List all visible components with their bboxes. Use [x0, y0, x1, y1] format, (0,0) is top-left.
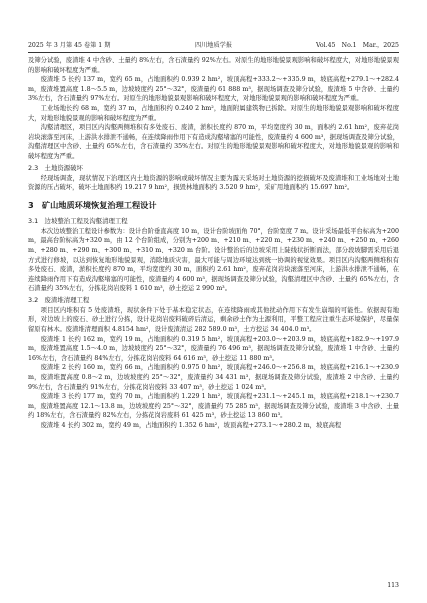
subsection-heading: 3.2 废渣堆清理工程	[28, 295, 90, 304]
paragraph: 废渣堆 4 长约 302 m，宽约 49 m，占地面积约 1.352 6 hm²，坡顶高程+273.1～+280.2 m，坡底高程	[40, 422, 342, 429]
paragraph: 本次边坡整治工程设计参数为：设计台阶垂直高度 10 m，设计台阶坡面角 70°，台阶宽度 7 m。设计采场最低平台标高为+200 m，最高台阶标高为+320 m，由 12 个台阶组成，分别为+200 m、+210 m、+220 m、+230 m、+240 m、+250 m、+260 m、+280 m、+290 m、+300 m、+310 m、+320 m 台阶。设计整治后的边坡采用上陡线状折断面法，部分段坡脚需采用后退方式进行修坡，以达到恢复地形地貌景观，消除地质灾害，最大可能与周边环境达到统一协调的视觉效果。项目区内沟壑两侧堆积有多处废石、废渣，淤积长度约 870 m，平均宽度约 30 m，面积约 2.61 hm²，废弃花岗岩块滚落至河床，上游洪水排泄不通畅，在连续降雨作用下有造成沟壑堵塞的可能性，废渣量约 4 600 m³，据现场调查及筛分试验，沟壑清理区中含砂、土量约 65%左右，含石渣量约 35%左右，分拣花岗岩废料 1 610 m³，砂土挖运 2 990 m³。	[28, 227, 399, 293]
paragraph: 沟壑清理区，项目区内沟壑两侧堆积有多处废石、废渣，淤积长度约 870 m，平均宽度约 30 m，面积约 2.61 hm²，废弃花岗岩块滚落至河床，上游洪水排泄不通畅，在连续降雨作用下有造成沟壑堵塞的可能性，废渣量约 4 600 m³，据现场调查及筛分试验，沟壑清理区中含砂、土量约 65%左右，含石渣量约 35%左右。对原生的地形地貌景观影响和破坏程度大，对地形地貌景观的影响和破坏程度为严重。	[28, 124, 399, 160]
page-number: 113	[387, 582, 399, 589]
subsection-heading: 3.1 边坡整治工程及沟壑清理工程	[28, 216, 128, 225]
paragraph: 及筛分试验，废渣堆 4 中含砂、土量约 8%左右，含石渣量约 92%左右。对原生的地形地貌景观影响和破坏程度大，对地形地貌景观的影响和破坏程度为严重。	[28, 57, 399, 74]
issue-info: 2025 年 3 月第 45 卷第 1 期	[28, 42, 111, 49]
article-body	[28, 56, 399, 431]
subsection-heading: 2.3 土地资源破坏	[28, 163, 83, 172]
paragraph: 工业场地长约 68 m，宽约 37 m，占地面积约 0.240 2 hm²，地面附属建筑物已拆除。对原生的地形地貌景观影响和破坏程度大，对地形地貌景观的影响和破坏程度为严重。	[28, 104, 399, 122]
paragraph: 废渣堆 1 长约 162 m，宽约 19 m，占地面积约 0.319 5 hm²，坡顶高程+203.0～+203.9 m，坡底高程+182.9～+197.9 m，废渣堆置高度 1.5～4.0 m，边坡坡度约 25°～32°，废渣量约 76 496 m³，据现场调查及筛分试验，废渣堆 1 中含砂、土量约 16%左右，含石渣量约 84%左右，分拣花岗岩废料 64 616 m³，砂土挖运 11 880 m³。	[28, 335, 399, 362]
paragraph: 废渣堆 2 长约 160 m，宽约 66 m，占地面积约 0.975 0 hm²，坡顶高程+246.0～+256.8 m，坡底高程+216.1～+230.9 m，废渣堆置高度 0.8～2 m，边坡坡度约 25°～32°，废渣量约 34 431 m³，据现场调查及筛分试验，废渣堆 2 中含砂、土量约 9%左右，含石渣量约 91%左右，分拣花岗岩废料 33 407 m³，砂土挖运 1 024 m³。	[28, 364, 399, 391]
paragraph: 废渣堆 5 长约 137 m，宽约 65 m，占地面积约 0.939 2 hm²，坡顶高程+333.2～+335.9 m，坡底高程+279.1～+282.4 m，废渣堆置高度 1.8～5.5 m，边坡坡度约 25°～32°，废渣量约 61 888 m³，据现场调查及筛分试验，废渣堆 5 中含砂、土量约 3%左右，含石渣量约 97%左右。对原生的地形地貌景观影响和破坏程度大，对地形地貌景观的影响和破坏程度为严重。	[28, 76, 399, 103]
paragraph: 项目区内堆积有 5 处废渣堆，现状条件下处于基本稳定状态，在连续降雨或其他扰动作用下有发生崩塌的可能性。依据现有地形，对边坡上的废石、砂土进行分拣，设计花岗岩废料破碎后清运，剩余砂土作为土源利用，平整工程应注重生态环境保护，尽量保留原有林木。废渣堆清理面积 4.8154 hm²，设计废渣清运 282 589.0 m³，土方挖运 34 404.0 m³。	[28, 306, 399, 334]
paragraph: 废渣堆 3 长约 177 m，宽约 70 m，占地面积约 1.229 1 hm²，坡顶高程+231.1～+245.1 m，坡底高程+218.1～+230.7 m，废渣堆置高度 12.1～13.8 m，边坡坡度约 25°～32°，废渣量约 75 285 m³，据现场调查及筛分试验，废渣堆 3 中含砂、土量约 18%左右，含石渣量约 82%左右，分拣花岗岩废料 61 425 m³，砂土挖运 13 860 m³。	[28, 393, 399, 420]
journal-title: 四川地质学报	[194, 42, 233, 49]
volume-info: Vol.45 No.1 Mar.，2025	[316, 42, 399, 49]
running-header	[28, 40, 399, 53]
section-heading: 3 矿山地质环境恢复治理工程设计	[28, 199, 157, 210]
paragraph: 经现场调查，现状情况下治理区内土地资源的影响或破坏情况主要为露天采场对土地资源的挖损破坏及废渣堆和工业场地对土地资源的压占破坏，破坏土地面积约 19.217 9 hm²，损毁林地面积约 3.520 9 hm²，采矿用地面积约 15.697 hm²。	[28, 174, 399, 192]
